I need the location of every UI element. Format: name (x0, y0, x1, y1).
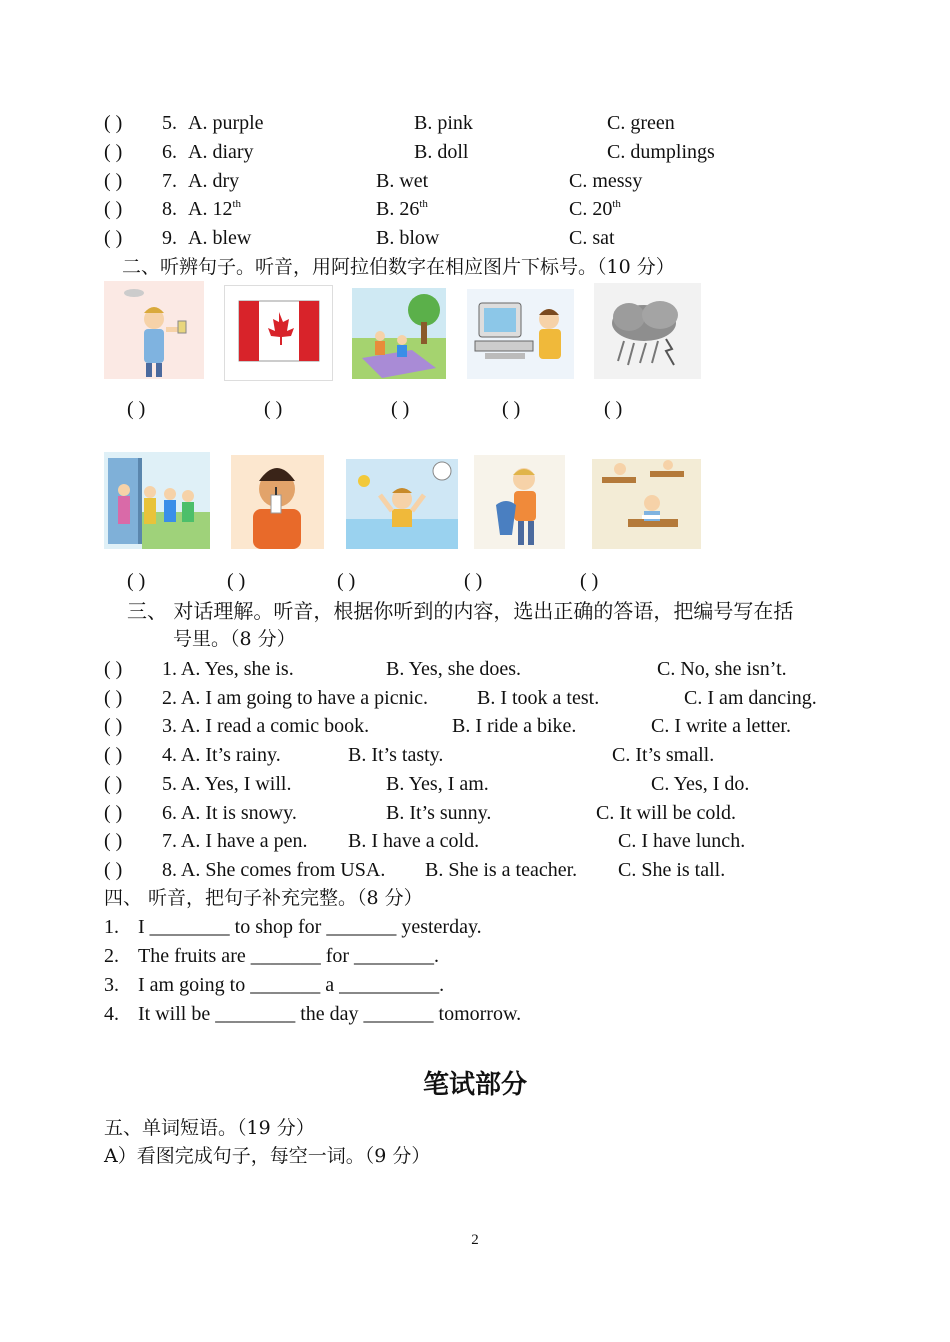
answer-bracket: ( ) (104, 744, 123, 766)
option-b: B. I have a cold. (348, 830, 480, 852)
students-in-classroom-picture (592, 459, 701, 549)
answer-bracket: ( ) (104, 227, 123, 249)
fill-in-sentence: I am going to _______ a __________. (138, 974, 445, 996)
item-number: 7. (162, 170, 177, 192)
option-b: B. It’s sunny. (386, 802, 492, 824)
answer-bracket: ( ) (464, 570, 483, 592)
option-b: B. I took a test. (477, 687, 600, 709)
page-number: 2 (471, 1232, 479, 1248)
item-number: 3. (104, 974, 119, 996)
fill-in-sentence: The fruits are _______ for ________. (138, 945, 440, 967)
option-a-text: A. 12 (188, 198, 233, 220)
option-c: C. It’s small. (612, 744, 715, 766)
answer-bracket: ( ) (104, 830, 123, 852)
item-number: 9. (162, 227, 177, 249)
fill-in-sentence: It will be ________ the day _______ tomorrow. (138, 1003, 522, 1025)
question-option-a: 4. A. It’s rainy. (162, 744, 281, 766)
option-b: B. pink (414, 112, 473, 134)
option-c: C. Yes, I do. (651, 773, 750, 795)
section-3-title-continued: 号里。（8 分） (173, 628, 296, 650)
ordinal-suffix: th (232, 198, 242, 210)
option-c: C. sat (569, 227, 615, 249)
answer-bracket: ( ) (580, 570, 599, 592)
boy-waking-up-picture (346, 459, 458, 549)
option-a: A. diary (188, 141, 254, 163)
question-option-a: 3. A. I read a comic book. (162, 715, 370, 737)
section-5-title: 五、单词短语。（19 分） (104, 1117, 315, 1139)
option-a: A. blew (188, 227, 252, 249)
question-option-a: 2. A. I am going to have a picnic. (162, 687, 429, 709)
answer-bracket: ( ) (264, 398, 283, 420)
answer-bracket: ( ) (104, 715, 123, 737)
option-a: A. dry (188, 170, 240, 192)
answer-bracket: ( ) (337, 570, 356, 592)
item-number: 4. (104, 1003, 119, 1025)
item-number: 6. (162, 141, 177, 163)
option-b: B. blow (376, 227, 440, 249)
item-number: 2. (104, 945, 119, 967)
option-b (376, 195, 428, 223)
option-c: C. She is tall. (618, 859, 726, 881)
section-5-subtitle: A）看图完成句子，每空一词。（9 分） (104, 1145, 431, 1167)
option-b-text: B. 26 (376, 198, 420, 220)
option-c: C. It will be cold. (596, 802, 736, 824)
family-picnic-picture (352, 288, 446, 379)
item-number: 1. (104, 916, 119, 938)
fill-in-sentence: I ________ to shop for _______ yesterday. (138, 916, 482, 938)
question-option-a: 6. A. It is snowy. (162, 802, 297, 824)
answer-bracket: ( ) (104, 170, 123, 192)
section-2-title: 二、听辨句子。听音，用阿拉伯数字在相应图片下标号。（10 分） (122, 256, 675, 278)
answer-bracket: ( ) (104, 141, 123, 163)
answer-bracket: ( ) (104, 802, 123, 824)
item-number: 5. (162, 112, 177, 134)
boy-with-sweater-picture (474, 455, 565, 549)
boy-drinking-picture (231, 455, 324, 549)
boy-at-computer-picture (467, 289, 574, 379)
option-c: C. messy (569, 170, 643, 192)
section-3-title: 三、 对话理解。听音，根据你听到的内容，选出正确的答语，把编号写在括 (127, 599, 794, 623)
answer-bracket: ( ) (502, 398, 521, 420)
written-section-heading: 笔试部分 (422, 1070, 527, 1100)
option-b: B. wet (376, 170, 429, 192)
option-b: B. doll (414, 141, 469, 163)
option-b: B. I ride a bike. (452, 715, 577, 737)
option-b: B. Yes, I am. (386, 773, 489, 795)
answer-bracket: ( ) (127, 398, 146, 420)
answer-bracket: ( ) (127, 570, 146, 592)
answer-bracket: ( ) (104, 198, 123, 220)
option-c: C. I have lunch. (618, 830, 746, 852)
boy-switching-light-picture (104, 281, 204, 379)
ordinal-suffix: th (419, 198, 428, 210)
option-c: C. I am dancing. (684, 687, 817, 709)
option-c: C. I write a letter. (651, 715, 791, 737)
question-option-a: 7. A. I have a pen. (162, 830, 308, 852)
option-c-text: C. 20 (569, 198, 613, 220)
people-at-door-picture (104, 452, 210, 549)
option-b: B. It’s tasty. (348, 744, 444, 766)
option-c: C. dumplings (607, 141, 715, 163)
option-b: B. She is a teacher. (425, 859, 578, 881)
answer-bracket: ( ) (604, 398, 623, 420)
item-number: 8. (162, 198, 177, 220)
answer-bracket: ( ) (104, 773, 123, 795)
canada-flag-picture (224, 285, 333, 381)
answer-bracket: ( ) (104, 112, 123, 134)
option-c (569, 195, 621, 223)
section-4-title: 四、 听音，把句子补充完整。（8 分） (104, 887, 423, 909)
ordinal-suffix: th (612, 198, 621, 210)
answer-bracket: ( ) (227, 570, 246, 592)
option-c: C. No, she isn’t. (657, 658, 787, 680)
answer-bracket: ( ) (104, 859, 123, 881)
option-b: B. Yes, she does. (386, 658, 522, 680)
answer-bracket: ( ) (391, 398, 410, 420)
option-a (188, 195, 241, 223)
option-a: A. purple (188, 112, 264, 134)
question-option-a: 1. A. Yes, she is. (162, 658, 294, 680)
option-c: C. green (607, 112, 675, 134)
answer-bracket: ( ) (104, 658, 123, 680)
answer-bracket: ( ) (104, 687, 123, 709)
question-option-a: 8. A. She comes from USA. (162, 859, 386, 881)
question-option-a: 5. A. Yes, I will. (162, 773, 292, 795)
storm-cloud-picture (594, 283, 701, 379)
